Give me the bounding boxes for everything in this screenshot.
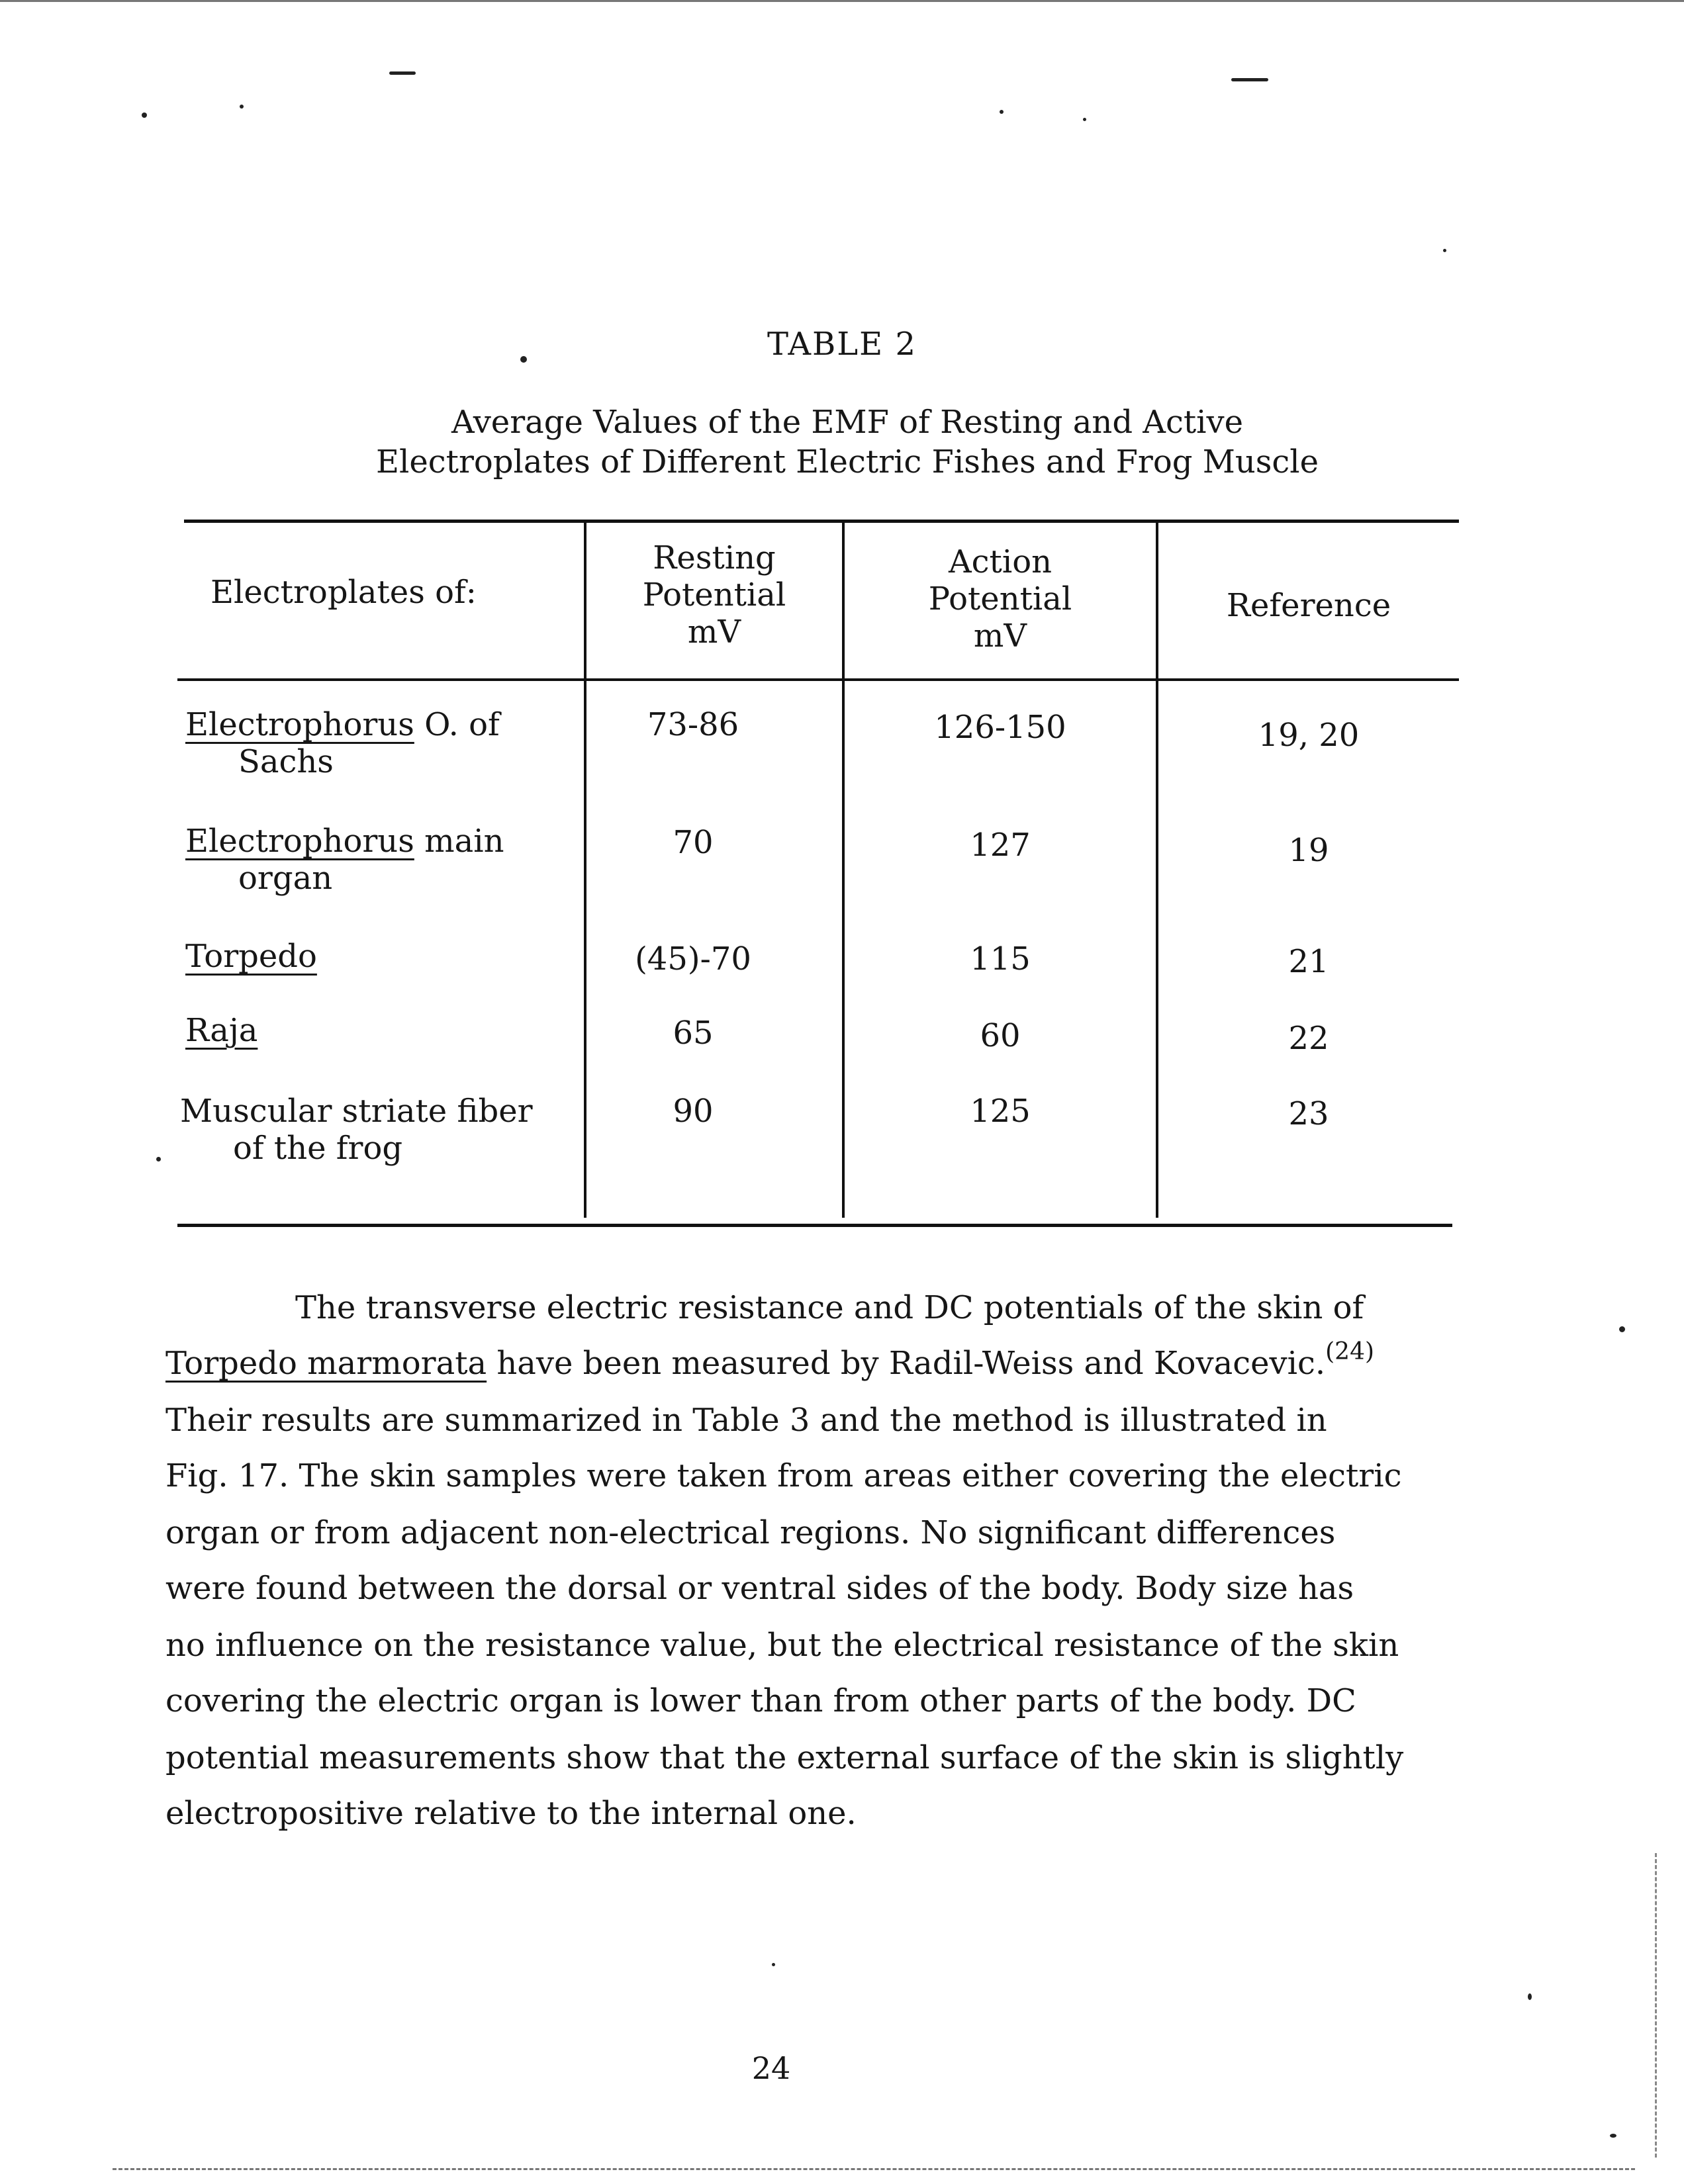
table-row-torpedo — [185, 938, 576, 975]
reference-value: 19, 20 — [1258, 717, 1360, 754]
row-name — [185, 1012, 576, 1049]
scan-speck — [240, 105, 244, 109]
page-number: 24 — [751, 2050, 791, 2086]
action-value: 115 — [970, 940, 1031, 978]
table-bottom-rule — [177, 1224, 1452, 1227]
paragraph-line: Their results are summarized in Table 3 and the method is illustrated in — [165, 1402, 1327, 1439]
paragraph-line: Fig. 17. The skin samples were taken from areas either covering the electric — [165, 1457, 1402, 1494]
table-caption-line-2: Electroplates of Different Electric Fishes and Frog Muscle — [375, 443, 1319, 480]
species-name: Raja — [185, 1012, 258, 1049]
header-action-potential — [845, 543, 1156, 655]
header-resting-line-1: Resting — [653, 539, 776, 576]
table-caption-line-1: Average Values of the EMF of Resting and Active — [451, 404, 1244, 441]
header-action-line-1: Action — [949, 543, 1052, 580]
paragraph-line: organ or from adjacent non-electrical regions. No significant differences — [165, 1514, 1336, 1551]
header-reference: Reference — [1226, 587, 1391, 624]
header-resting-line-3: mV — [687, 614, 741, 651]
scan-edge-bottom — [113, 2168, 1635, 2170]
scan-edge-top — [0, 0, 1684, 2]
species-name: Torpedo — [185, 938, 317, 975]
paragraph-line — [165, 1338, 1375, 1382]
scan-edge-right — [1655, 1853, 1657, 2158]
resting-value: 65 — [673, 1015, 714, 1052]
action-value: 127 — [970, 827, 1031, 864]
table-row-raja — [185, 1012, 576, 1049]
scan-speck — [1610, 2134, 1616, 2138]
paragraph-line: no influence on the resistance value, but the electrical resistance of the skin — [165, 1627, 1399, 1664]
reference-value: 23 — [1288, 1095, 1329, 1132]
row-name-line-2: organ — [238, 860, 333, 897]
action-value: 126-150 — [934, 709, 1066, 746]
resting-value: (45)-70 — [635, 940, 751, 978]
paragraph-line: electropositive relative to the internal one. — [165, 1795, 857, 1832]
row-name — [185, 823, 576, 860]
table-row-electrophorus-sachs — [185, 706, 576, 780]
row-name-line-2: Sachs — [238, 743, 334, 780]
scan-speck — [772, 1963, 775, 1966]
row-name-suffix: O. of — [414, 706, 500, 743]
scan-mark — [1231, 78, 1268, 81]
row-name: Muscular striate fiber — [180, 1093, 533, 1130]
row-name-suffix: main — [414, 823, 504, 860]
reference-value: 22 — [1288, 1020, 1329, 1057]
species-name: Electrophorus — [185, 823, 414, 860]
table-top-rule — [184, 520, 1459, 523]
species-name: Torpedo marmorata — [165, 1345, 487, 1382]
action-value: 60 — [980, 1017, 1021, 1054]
scan-speck — [142, 113, 147, 118]
header-resting-potential — [586, 539, 842, 651]
scan-speck — [1000, 110, 1004, 114]
paragraph-line: The transverse electric resistance and DC potentials of the skin of — [295, 1289, 1364, 1326]
paragraph-line-text: have been measured by Radil-Weiss and Kovacevic. — [487, 1345, 1326, 1382]
table-row-electrophorus-main — [185, 823, 576, 897]
paragraph-line: covering the electric organ is lower than from other parts of the body. DC — [165, 1682, 1356, 1719]
row-name — [185, 706, 576, 743]
emf-table — [177, 520, 1459, 1228]
row-name-line-2: of the frog — [233, 1130, 403, 1167]
scan-speck — [1528, 1993, 1532, 2000]
table-header-rule — [177, 678, 1459, 681]
reference-value: 19 — [1288, 832, 1329, 869]
scan-speck — [156, 1157, 161, 1161]
header-electroplates: Electroplates of: — [210, 574, 477, 611]
paragraph-line: potential measurements show that the external surface of the skin is slightly — [165, 1739, 1404, 1776]
header-action-line-2: Potential — [928, 580, 1072, 617]
scan-speck — [1443, 249, 1446, 252]
row-name — [185, 938, 576, 975]
table-label: TABLE 2 — [767, 326, 917, 363]
paragraph-line: were found between the dorsal or ventral sides of the body. Body size has — [165, 1570, 1354, 1607]
reference-value: 21 — [1288, 943, 1329, 980]
resting-value: 90 — [673, 1093, 714, 1130]
species-name: Electrophorus — [185, 706, 414, 743]
scan-speck — [1083, 118, 1086, 121]
scan-speck — [1619, 1326, 1625, 1332]
citation-number: (24) — [1325, 1338, 1375, 1365]
resting-value: 73-86 — [647, 706, 739, 743]
header-resting-line-2: Potential — [642, 576, 786, 614]
resting-value: 70 — [673, 824, 714, 861]
scan-mark — [389, 71, 416, 75]
header-action-line-3: mV — [973, 617, 1027, 655]
action-value: 125 — [970, 1093, 1031, 1130]
table-row-frog-muscle — [180, 1093, 577, 1167]
